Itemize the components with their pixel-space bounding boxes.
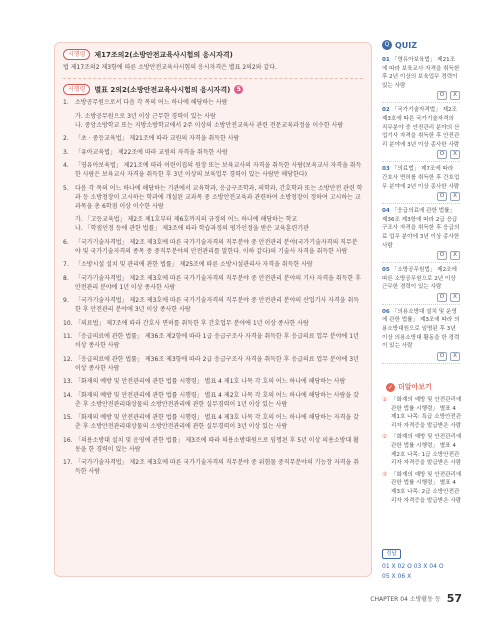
answer-label: 정답 <box>382 549 401 559</box>
page-footer <box>370 592 462 605</box>
tip-list <box>382 396 462 508</box>
list-item <box>63 238 363 256</box>
quiz-number: 03 <box>382 166 390 173</box>
list-item <box>63 436 363 454</box>
section-header-1 <box>63 49 363 60</box>
answer-box <box>382 540 462 582</box>
item-text: 「화재의 예방 및 안전관리에 관한 법률 시행령」 별표 4 제1호 나목 각 호의 어느 하나에 해당하는 사람 <box>75 378 346 385</box>
sub-item: 나. 「학점인정 등에 관한 법률」 제3조에 따라 학습과정의 평가인정을 받은 교육훈련기관 <box>75 225 309 232</box>
item-number: 3. <box>63 148 69 156</box>
item-number: 12. <box>63 355 73 363</box>
quiz-list <box>382 56 460 367</box>
list-item <box>63 184 363 234</box>
item-number: 15. <box>63 414 73 421</box>
quiz-text: 「응급의료에 관한 법률」 제36조 제3항에 따라 2급 응급구조사 자격을 취득한 후 응급의료 업무 분야에 3년 이상 종사한 사람 <box>382 208 460 249</box>
tip-number: ③ <box>382 471 388 478</box>
item-text: 「의용소방대 설치 및 운영에 관한 법률」 제3조에 따라 의용소방대원으로 임명된 후 5년 이상 의용소방대 활동을 한 경력이 있는 사람 <box>75 436 359 453</box>
quiz-item <box>382 106 460 162</box>
list-item <box>63 355 363 373</box>
quiz-number: 04 <box>382 208 390 215</box>
quiz-title: QUIZ <box>395 40 418 50</box>
quiz-text: 「소방공무원법」 제2조에 따른 소방공무원으로 2년 이상 근무한 경력이 있는 사람 <box>382 267 457 291</box>
answer-row: 05 X 06 X <box>382 573 412 580</box>
item-number: 1. <box>63 99 69 106</box>
item-text: 「국가기술자격법」 제2조 제3호에 따른 국가기술자격의 직무분야 중 위험물 중직무분야의 기능장 자격을 취득한 사람 <box>75 459 360 475</box>
list-item <box>63 319 363 328</box>
ox-choice <box>382 150 460 159</box>
item-number: 2. <box>63 135 69 142</box>
tip-text: 「화재의 예방 및 안전관리에 관한 법률 시행령」 별표 4 제2호 나목: 1급 소방안전관리자 자격증을 발급받은 사람 <box>391 434 462 467</box>
item-number: 5. <box>63 184 69 192</box>
section-title: 별표 2의2(소방안전교육사시험의 응시자격) <box>94 85 231 94</box>
item-number: 13. <box>63 378 73 385</box>
quiz-item <box>382 207 460 263</box>
item-number: 10. <box>63 319 73 327</box>
tip-number: ② <box>382 434 388 441</box>
item-text: 「유아교육법」 제22조에 따라 교원의 자격을 취득한 사람 <box>75 148 228 156</box>
o-choice-box[interactable]: O <box>437 251 447 260</box>
frequency-badge: 5 <box>234 85 243 94</box>
quiz-item <box>382 266 460 305</box>
quiz-number: 02 <box>382 107 390 114</box>
item-number: 11. <box>63 333 73 340</box>
sub-item: 가. 「고등교육법」 제2조 제1호부터 제6호까지의 규정의 어느 하나에 해당하는 학교 <box>75 216 298 223</box>
list-item <box>63 413 363 431</box>
item-number: 14. <box>63 391 73 399</box>
quiz-text: 「국가기술자격법」 제2조 제3호에 따른 국가기술자격의 직무분야 중 안전관리 분야의 산업기사 자격을 취득한 후 안전관리 분야에 3년 이상 종사한 사람 <box>382 107 460 148</box>
tip-title: 더알아보기 <box>398 383 432 391</box>
list-item <box>63 274 363 292</box>
item-text: 「화재의 예방 및 안전관리에 관한 법률 시행령」 별표 4 제3호 나목 각 호의 어느 하나에 해당하는 자격을 갖춘 후 소방안전관리대상물의 소방안전관리에 관한 실무경력이 3년 이상 있는 사람 <box>75 414 359 430</box>
list-item <box>63 148 363 157</box>
x-choice-box[interactable]: X <box>450 293 460 302</box>
list-item <box>63 296 363 314</box>
ox-choice <box>382 91 460 100</box>
quiz-text: 「영유아보육법」 제21조에 따라 보육교사 자격을 취득한 후 2년 이상의 보육업무 경력이 있는 사람 <box>382 57 460 89</box>
quiz-item <box>382 165 460 204</box>
list-item <box>63 332 363 350</box>
list-item <box>63 134 363 143</box>
x-choice-box[interactable]: X <box>450 352 460 361</box>
section-title: 제17조의2(소방안전교육사시험의 응시자격) <box>94 50 233 59</box>
quiz-text: 「의료법」 제7조에 따라 간호사 면허를 취득한 후 간호업무 분야에 2년 이상 종사한 사람 <box>382 166 460 190</box>
item-text: 「화재의 예방 및 안전관리에 관한 법률 시행령」 별표 4 제2호 나목 각 호의 어느 하나에 해당하는 사람을 갖춘 후 소방안전관리대상물의 소방안전관리에 관한 실무경력이 1년 이상 있는 사람 <box>75 391 359 408</box>
section-header-2 <box>63 84 363 95</box>
quiz-item <box>382 308 460 364</box>
item-text: 다음 각 목의 어느 하나에 해당하는 기관에서 교육학과, 응급구조학과, 의학과, 간호학과 또는 소방안전 관련 학과 등 소방청장이 고시하는 학과에 개설된 교과목 중 소방안전교육과 관련하여 소방청장이 정하여 고시하는 교과목을 총 6학점 이상 이수한 사람 <box>75 184 363 210</box>
ox-choice <box>382 251 460 260</box>
item-number: 9. <box>63 297 69 304</box>
item-text: 「소방시설 설치 및 관리에 관한 법률」 제25조에 따른 소방시설관리사 자격을 취득한 사람 <box>75 261 313 268</box>
chapter-label: CHAPTER 04 소방활동 등 <box>370 596 441 603</box>
item-number: 6. <box>63 238 69 246</box>
item-number: 7. <box>63 261 69 268</box>
quiz-text: 「의용소방대 설치 및 운영에 관한 법률」 제3조에 따라 의용소방대원으로 임명된 후 3년 이상 의용소방대 활동을 한 경력이 있는 사람 <box>382 308 460 350</box>
item-number: 16. <box>63 436 73 444</box>
item-text: 소방공무원으로서 다음 각 목의 어느 하나에 해당하는 사람 <box>75 99 228 106</box>
list-item <box>63 98 363 130</box>
page-number: 57 <box>446 592 462 605</box>
item-text: 「응급의료에 관한 법률」 제36조 제2항에 따라 1급 응급구조사 자격을 취득한 후 응급의료 업무 분야에 1년 이상 종사한 사람 <box>75 333 359 349</box>
quiz-number: 06 <box>382 308 390 315</box>
quiz-item <box>382 56 460 103</box>
ox-choice <box>382 352 460 361</box>
decree-tag: 시행령 <box>63 84 90 95</box>
decree-tag: 시행령 <box>63 49 90 60</box>
x-choice-box[interactable]: X <box>450 251 460 260</box>
x-choice-box[interactable]: X <box>450 91 460 100</box>
tip-item <box>382 396 462 430</box>
o-choice-box[interactable]: O <box>437 293 447 302</box>
quiz-icon: Q <box>382 40 392 50</box>
sub-item: 가. 소방공무원으로 3년 이상 근무한 경력이 있는 사람 <box>75 112 216 120</box>
tip-text: 「화재의 예방 및 안전관리에 관한 법률 시행령」 별표 4 제3호 나목: 2급 소방안전관리자 자격증을 발급받은 사람 <box>391 471 462 504</box>
o-choice-box[interactable]: O <box>437 192 447 201</box>
item-text: 「국가기술자격법」 제2조 제3호에 따른 국가기술자격의 직무분야 중 안전관리 분야의 산업기사 자격을 취득한 후 안전관리 분야에 3년 이상 종사한 사람 <box>75 297 360 313</box>
quiz-header <box>382 40 417 50</box>
tip-number: ① <box>382 397 388 403</box>
item-text: 「영유아보육법」 제21조에 따라 어린이집의 원장 또는 보육교사의 자격을 취득한 사람(보육교사 자격을 취득한 사람은 보육교사 자격을 취득한 후 3년 이상의 보육업무 경력이 있는 사람만 해당한다) <box>75 162 362 178</box>
law-content-box <box>54 42 372 577</box>
x-choice-box[interactable]: X <box>450 192 460 201</box>
item-text: 「의료법」 제7조에 따라 간호사 면허를 취득한 후 간호업무 분야에 1년 이상 종사한 사람 <box>75 319 309 327</box>
list-item <box>63 458 363 476</box>
answer-row: 01 X 02 O 03 X 04 O <box>382 563 444 570</box>
list-item <box>63 161 363 179</box>
list-item <box>63 391 363 409</box>
item-text: 「응급의료에 관한 법률」 제36조 제3항에 따라 2급 응급구조사 자격을 취득한 후 응급의료 업무 분야에 3년 이상 종사한 사람 <box>75 355 359 372</box>
list-item <box>63 260 363 269</box>
o-choice-box[interactable]: O <box>437 150 447 159</box>
tip-text: 「화재의 예방 및 안전관리에 관한 법률 시행령」 별표 4 제1호 나목: 특급 소방안전관리자 자격증을 발급받은 사람 <box>391 397 462 429</box>
item-number: 4. <box>63 162 69 169</box>
quiz-number: 05 <box>382 267 390 274</box>
divider <box>63 78 363 79</box>
quiz-number: 01 <box>382 57 390 63</box>
sub-item: 나. 중앙소방학교 또는 지방소방학교에서 2주 이상의 소방안전교육사 관련 전문교육과정을 이수한 사람 <box>75 121 344 129</box>
ox-choice <box>382 192 460 201</box>
tip-header <box>386 382 432 392</box>
list-item <box>63 377 363 386</box>
section-body: 법 제17조의2 제3항에 따른 소방안전교육사시험의 응시자격은 별표 2의2와 같다. <box>63 64 277 71</box>
ox-choice <box>382 293 460 302</box>
item-number: 8. <box>63 274 69 282</box>
item-text: 「국가기술자격법」 제2조 제3호에 따른 국가기술자격의 직무분야 중 안전관리 분야(국가기술자격의 직무분야 및 국가기술자격의 종목 중 중직무분야의 안전관리를 말한다. 이하 같다)의 기술사 자격을 취득한 사람 <box>75 238 358 255</box>
check-icon: ✓ <box>387 383 394 391</box>
item-text: 「국가기술자격법」 제2조 제3호에 따른 국가기술자격의 직무분야 중 안전관리 분야의 기사 자격을 취득한 후 안전관리 분야에 1년 이상 종사한 사람 <box>75 274 361 291</box>
o-choice-box[interactable]: O <box>437 352 447 361</box>
qualification-list <box>63 98 363 476</box>
tip-item <box>382 471 462 505</box>
o-choice-box[interactable]: O <box>437 91 447 100</box>
item-number: 17. <box>63 459 73 466</box>
tip-item <box>382 433 462 467</box>
item-text: 「초 · 중등교육법」 제21조에 따라 교원의 자격을 취득한 사람 <box>75 135 240 142</box>
x-choice-box[interactable]: X <box>450 150 460 159</box>
